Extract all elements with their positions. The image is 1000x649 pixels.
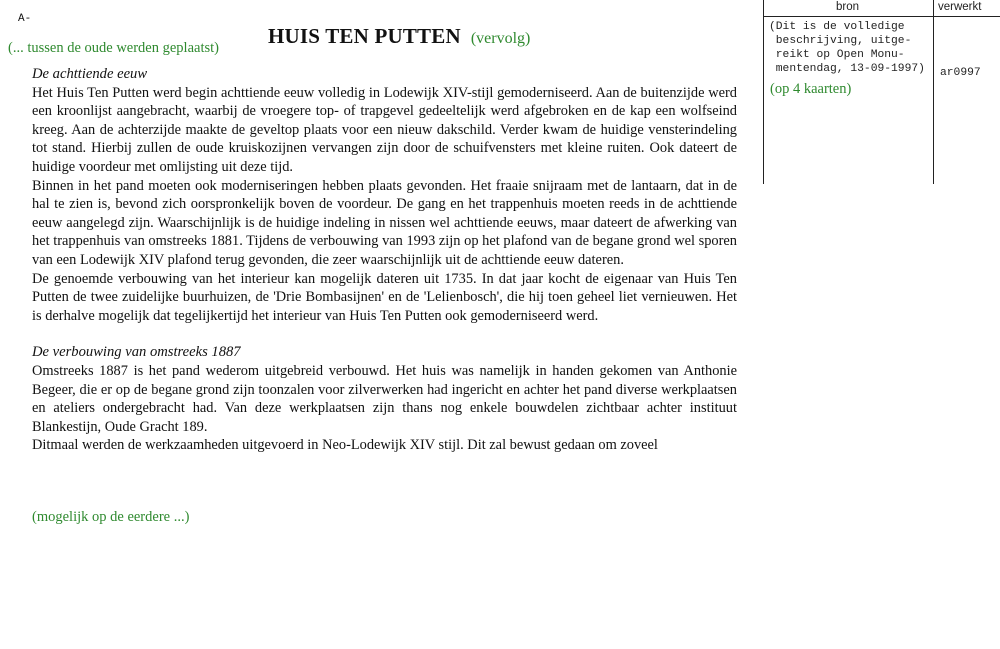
column-header-bron: bron (836, 1, 860, 13)
section-heading: De achttiende eeuw (32, 66, 148, 82)
table-divider (933, 0, 934, 184)
verwerkt-value: ar0997 (940, 67, 981, 79)
source-note: (op 4 kaarten) (770, 81, 852, 97)
table-divider (763, 0, 764, 184)
source-line: beschrijving, uitge- (769, 35, 912, 47)
column-header-verwerkt: verwerkt (938, 1, 982, 13)
paragraph: Binnen in het pand moeten ook moderniseringen hebben plaats gevonden. Het fraaie snijraam met de lantaarn, dat in de hal te zien is, bevond zich oorspronkelijk boven de voordeur. De gang en het trappenhuis moeten reeds in de achttiende eeuw aangelegd zijn. Waarschijnlijk is de huidige indeling in nissen wel achttiende eeuws, maar dateert de afwerking van het trappenhuis van omstreeks 1881. Tijdens de verbouwing van 1993 zijn op het plafond van de begane grond wel sporen van een Lodewijk XIV plafond terug gevonden, die zeer waarschijnlijk uit de achttiende eeuw dateren. (32, 177, 737, 268)
annotation-top: (... tussen de oude werden geplaatst) (8, 40, 219, 56)
source-line: (Dit is de volledige (769, 21, 905, 33)
paragraph: De genoemde verbouwing van het interieur kan mogelijk dateren uit 1735. In dat jaar kocht de eigenaar van Huis Ten Putten de twee zuidelijke buurhuizen, de 'Drie Bombasijnen' en de 'Lelienbosch', die hij toen geheel liet vernieuwen. Het is derhalve mogelijk dat tegelijkertijd het interieur van Huis Ten Putten ook gemoderniseerd werd. (32, 270, 737, 324)
annotation-bottom: (mogelijk op de eerdere ...) (32, 509, 190, 525)
section-heading: De verbouwing van omstreeks 1887 (32, 344, 241, 361)
source-line: reikt op Open Monu- (769, 49, 905, 61)
document-title (268, 24, 530, 49)
corner-mark: A- (18, 13, 32, 25)
title-text: HUIS TEN PUTTEN (268, 24, 461, 48)
document-body (32, 65, 737, 455)
title-suffix: (vervolg) (470, 30, 531, 47)
source-line: mentendag, 13-09-1997) (769, 63, 925, 75)
paragraph: Het Huis Ten Putten werd begin achttiende eeuw volledig in Lodewijk XIV-stijl gemoderniseerd. Aan de buitenzijde werd een kroonlijst aangebracht, waarbij de vroegere top- of trapgevel gedeeltelijk werd afgebroken en de kap een wolfseind kreeg. Aan de achterzijde maakte de geveltop plaats voor een nieuw dakschild. Verder kwam de huidige vensterindeling tot stand. Hierbij zullen de oude kruiskozijnen vervangen zijn door de schuifvensters met kleine ruiten. Ook dateert de huidige voordeur met omlijsting uit deze tijd. (32, 84, 737, 175)
table-header-rule (763, 16, 1000, 17)
paragraph: Omstreeks 1887 is het pand wederom uitgebreid verbouwd. Het huis was namelijk in handen gekomen van Anthonie Begeer, die er op de begane grond zijn toonzalen voor zilverwerken had ingericht en achter het pand diverse werkplaatsen en ateliers ondergebracht had. Van deze werkplaatsen zijn thans nog enkele bouwdelen zichtbaar achter instituut Blankestijn, Oude Gracht 189. (32, 362, 737, 435)
paragraph: Ditmaal werden de werkzaamheden uitgevoerd in Neo-Lodewijk XIV stijl. Dit zal bewust gedaan om zoveel (32, 437, 658, 454)
